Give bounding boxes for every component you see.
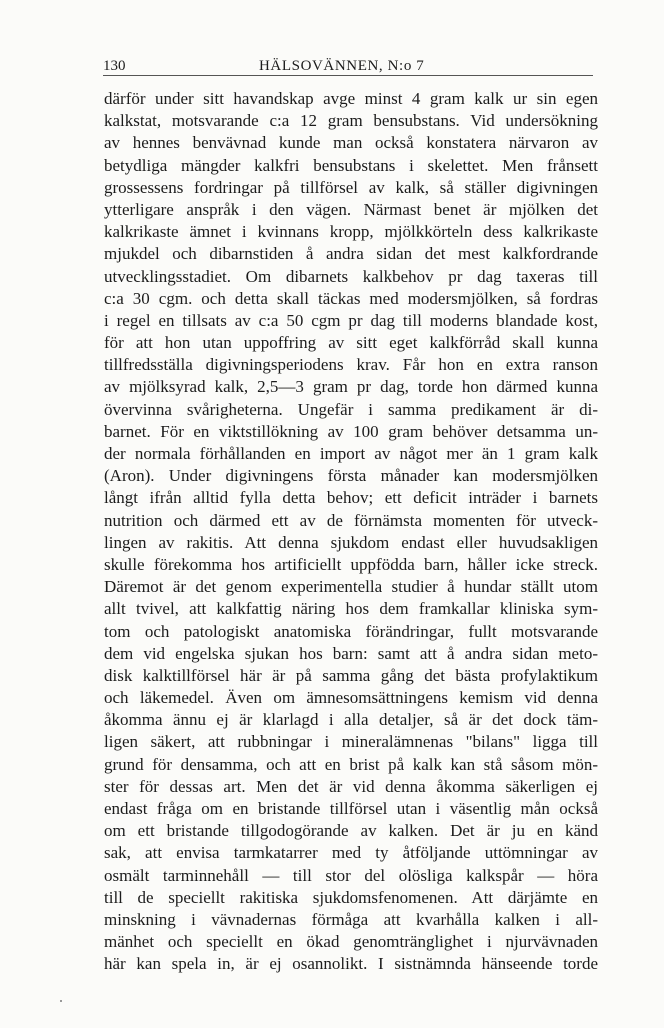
text-line: kalkrikaste ämnet i kvinnans kropp, mjölkkörteln dess kalkrikaste bbox=[104, 222, 598, 242]
text-line: kalkstat, motsvarande c:a 12 gram bensubstans. Vid undersökning bbox=[104, 111, 598, 131]
text-line: tillfredsställa digivningsperiodens krav. Får hon en extra ranson bbox=[104, 355, 598, 375]
text-line: disk kalktillförsel här är på samma gång det bästa profylaktikum bbox=[104, 665, 598, 685]
text-line: skulle förekomma hos artificiellt uppfödda barn, håller icke streck. bbox=[104, 554, 598, 574]
text-line: till de speciellt rakitiska sjukdomsfenomenen. Att därjämte en bbox=[104, 887, 598, 907]
text-line: mänhet och speciellt en ökad genomtränglighet i njurvävnaden bbox=[104, 932, 598, 952]
text-line: av mjölksyrad kalk, 2,5—3 gram pr dag, torde hon därmed kunna bbox=[104, 377, 598, 397]
header-rule bbox=[103, 75, 593, 76]
text-line: barnet. För en viktstillökning av 100 gram behöver detsamma un- bbox=[104, 421, 598, 441]
text-line: grund för densamma, och att en brist på kalk kan stå såsom mön- bbox=[104, 754, 598, 774]
text-line: osmält tarminnehåll — till stor del olösliga kalkspår — höra bbox=[104, 865, 598, 885]
page-number: 130 bbox=[103, 58, 126, 74]
text-line: ytterligare anspråk i den vägen. Närmast benet är mjölken det bbox=[104, 199, 598, 219]
text-line: betydliga mängder kalkfri bensubstans i skelettet. Men frånsett bbox=[104, 155, 598, 175]
running-title: HÄLSOVÄNNEN, N:o 7 bbox=[259, 58, 425, 74]
text-line: Däremot är det genom experimentella studier å hundar ställt utom bbox=[104, 577, 598, 597]
text-line: lingen av rakitis. Att denna sjukdom endast eller huvudsakligen bbox=[104, 532, 598, 552]
text-line: ligen säkert, att rubbningar i mineralämnenas "bilans" ligga till bbox=[104, 732, 598, 752]
text-line: därför under sitt havandskap avge minst 4 gram kalk ur sin egen bbox=[104, 89, 598, 108]
text-line: övervinna svårigheterna. Ungefär i samma predikament är di- bbox=[104, 399, 598, 419]
text-line: åkomma ännu ej är klarlagd i alla detaljer, så är det dock täm- bbox=[104, 710, 598, 730]
text-line: dem vid engelska sjukan hos barn: samt att å andra sidan meto- bbox=[104, 643, 598, 663]
text-line: utvecklingsstadiet. Om dibarnets kalkbehov pr dag taxeras till bbox=[104, 266, 598, 286]
text-line: om ett bristande tillgodogörande av kalken. Det är ju en känd bbox=[104, 821, 598, 841]
text-line: grossessens fordringar på tillförsel av kalk, så ställer digivningen bbox=[104, 177, 598, 197]
body-text bbox=[104, 88, 598, 976]
text-line: här kan spela in, är ej osannolikt. I sistnämnda hänseende torde bbox=[104, 954, 598, 974]
running-header bbox=[103, 56, 596, 76]
text-line: för att hon utan uppoffring av sitt eget kalkförråd skall kunna bbox=[104, 333, 598, 353]
text-line: sak, att envisa tarmkatarrer med ty åtföljande uttömningar av bbox=[104, 843, 598, 863]
text-line: långt ifrån alltid fylla detta behov; ett deficit inträder i barnets bbox=[104, 488, 598, 508]
text-line: der normala förhållanden en import av något mer än 1 gram kalk bbox=[104, 444, 598, 463]
text-line: allt tvivel, att kalkfattig näring hos dem framkallar kliniska sym- bbox=[104, 599, 598, 619]
text-line: ster för dessas art. Men det är vid denna åkomma säkerligen ej bbox=[104, 776, 598, 796]
text-line: och läkemedel. Även om ämnesomsättningens kemism vid denna bbox=[104, 688, 598, 708]
text-line: av hennes benvävnad kunde man också konstatera närvaron av bbox=[104, 133, 598, 153]
text-line: nutrition och därmed ett av de förnämsta momenten för utveck- bbox=[104, 510, 598, 530]
page-speck bbox=[60, 1000, 62, 1002]
text-line: endast fråga om en bristande tillförsel utan i väsentlig mån också bbox=[104, 799, 598, 818]
text-line: c:a 30 cgm. och detta skall täckas med modersmjölken, så fordras bbox=[104, 288, 598, 308]
text-line: i regel en tillsats av c:a 50 cgm pr dag till moderns blandade kost, bbox=[104, 310, 598, 330]
text-line: mjukdel och dibarnstiden å andra sidan det mest kalkfordrande bbox=[104, 244, 598, 264]
text-line: minskning i vävnadernas förmåga att kvarhålla kalken i all- bbox=[104, 909, 598, 929]
text-line: tom och patologiskt anatomiska förändringar, fullt motsvarande bbox=[104, 621, 598, 641]
text-line: (Aron). Under digivningens första månader kan modersmjölken bbox=[104, 466, 598, 486]
